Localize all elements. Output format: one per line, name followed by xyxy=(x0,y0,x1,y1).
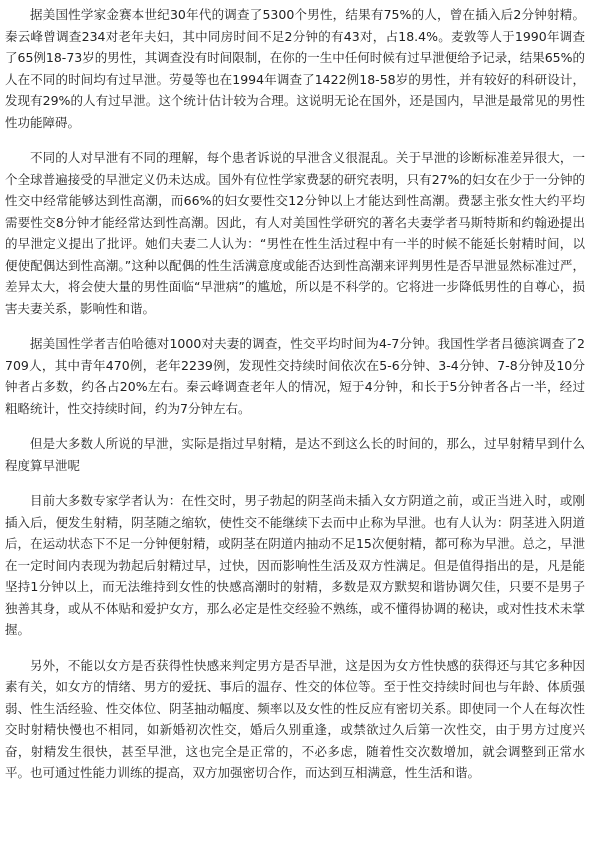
article-body xyxy=(5,4,585,798)
paragraph-kinsey-survey: 据美国性学家金赛本世纪30年代的调查了5300个男性，结果有75%的人，曾在插入后2分钟射精。秦云峰曾调查234对老年夫妇，其中同房时间不足2分钟的有43对，占18.4%。麦敦等人于1990年调查了65例18-73岁的男性，其调查没有时间限制，在你的一生中任何时候有过早泄便给予记录，结果65%的人在不同的时间均有过早泄。劳曼等也在1994年调查了1422例18-58岁的男性，并有较好的科研设计，发现有29%的人有过早泄。这个统计估计较为合理。这说明无论在国外，还是国内，早泄是最常见的男性性功能障碍。 xyxy=(5,7,586,130)
paragraph-question: 但是大多数人所说的早泄，实际是指过早射精，是达不到这么长的时间的，那么，过早射精早到什么程度算早泄呢 xyxy=(5,436,585,473)
paragraph-definition-debate: 不同的人对早泄有不同的理解，每个患者诉说的早泄含义很混乱。关于早泄的诊断标准差异很大，一个全球普遍接受的早泄定义仍未达成。国外有位性学家费瑟的研究表明，只有27%的妇女在少于一分钟的性交中经常能够达到性高潮，而66%的妇女要性交12分钟以上才能达到性高潮。费瑟主张女性大约平均需要性交8分钟才能经常达到性高潮。因此，有人对美国性学研究的著名夫妻学者马斯特斯和约翰逊提出的早泄定义提出了批评。她们夫妻二人认为：“男性在性生活过程中有一半的时候不能延长射精时间，以便使配偶达到性高潮。”这种以配偶的性生活满意度或能否达到性高潮来评判男性是否早泄显然标准过严，差异太大，将会使大量的男性面临“早泄病”的尴尬，所以是不科学的。它将进一步降低男性的自尊心，损害夫妻关系，影响性和谐。 xyxy=(5,150,585,316)
paragraph-other-factors: 另外，不能以女方是否获得性快感来判定男方是否早泄，这是因为女方性快感的获得还与其它多种因素有关，如女方的情绪、男方的爱抚、事后的温存、性交的体位等。至于性交持续时间也与年龄、体质强弱、性生活经验、性交体位、阴茎抽动幅度、频率以及女性的性反应有密切关系。即使同一个人在每次性交时射精快慢也不相同，如新婚初次性交，婚后久别重逢，或禁欲过久后第一次性交，由于男方过度兴奋，射精发生很快，甚至早泄，这也完全是正常的，不必多虑，随着性交次数增加，就会调整到正常水平。也可通过性能力训练的提高，双方加强密切合作，而达到互相满意，性生活和谐。 xyxy=(5,657,585,780)
paragraph-expert-definition: 目前大多数专家学者认为：在性交时，男子勃起的阴茎尚未插入女方阴道之前，或正当进入时，或刚插入后，便发生射精，阴茎随之缩软，使性交不能继续下去而中止称为早泄。也有人认为：阴茎进入阴道后，在运动状态下不足一分钟便射精，或阴茎在阴道内抽动不足15次便射精，都可称为早泄。总之，早泄在一定时间内表现为勃起后射精过早，过快，因而影响性生活及双方性满足。但是值得指出的是，凡是能坚持1分钟以上，而无法维持到女性的快感高潮时的射精，多数是双方默契和谐协调欠佳，只要不是男子独善其身，或从不体贴和爱护女方，那么必定是性交经验不熟练，或不懂得协调的秘诀，或对性技术未掌握。 xyxy=(5,493,585,637)
paragraph-average-duration: 据美国性学者吉伯哈德对1000对夫妻的调查，性交平均时间为4-7分钟。我国性学者吕德滨调查了2709人，其中青年470例，老年2239例，发现性交持续时间依次在5-6分钟、3-4分钟、7-8分钟及10分钟者占多数，约各占20%左右。秦云峰调查老年人的情况，短于4分钟，和长于5分钟者各占一半，经过粗略统计，性交持续时间，约为7分钟左右。 xyxy=(5,336,585,416)
